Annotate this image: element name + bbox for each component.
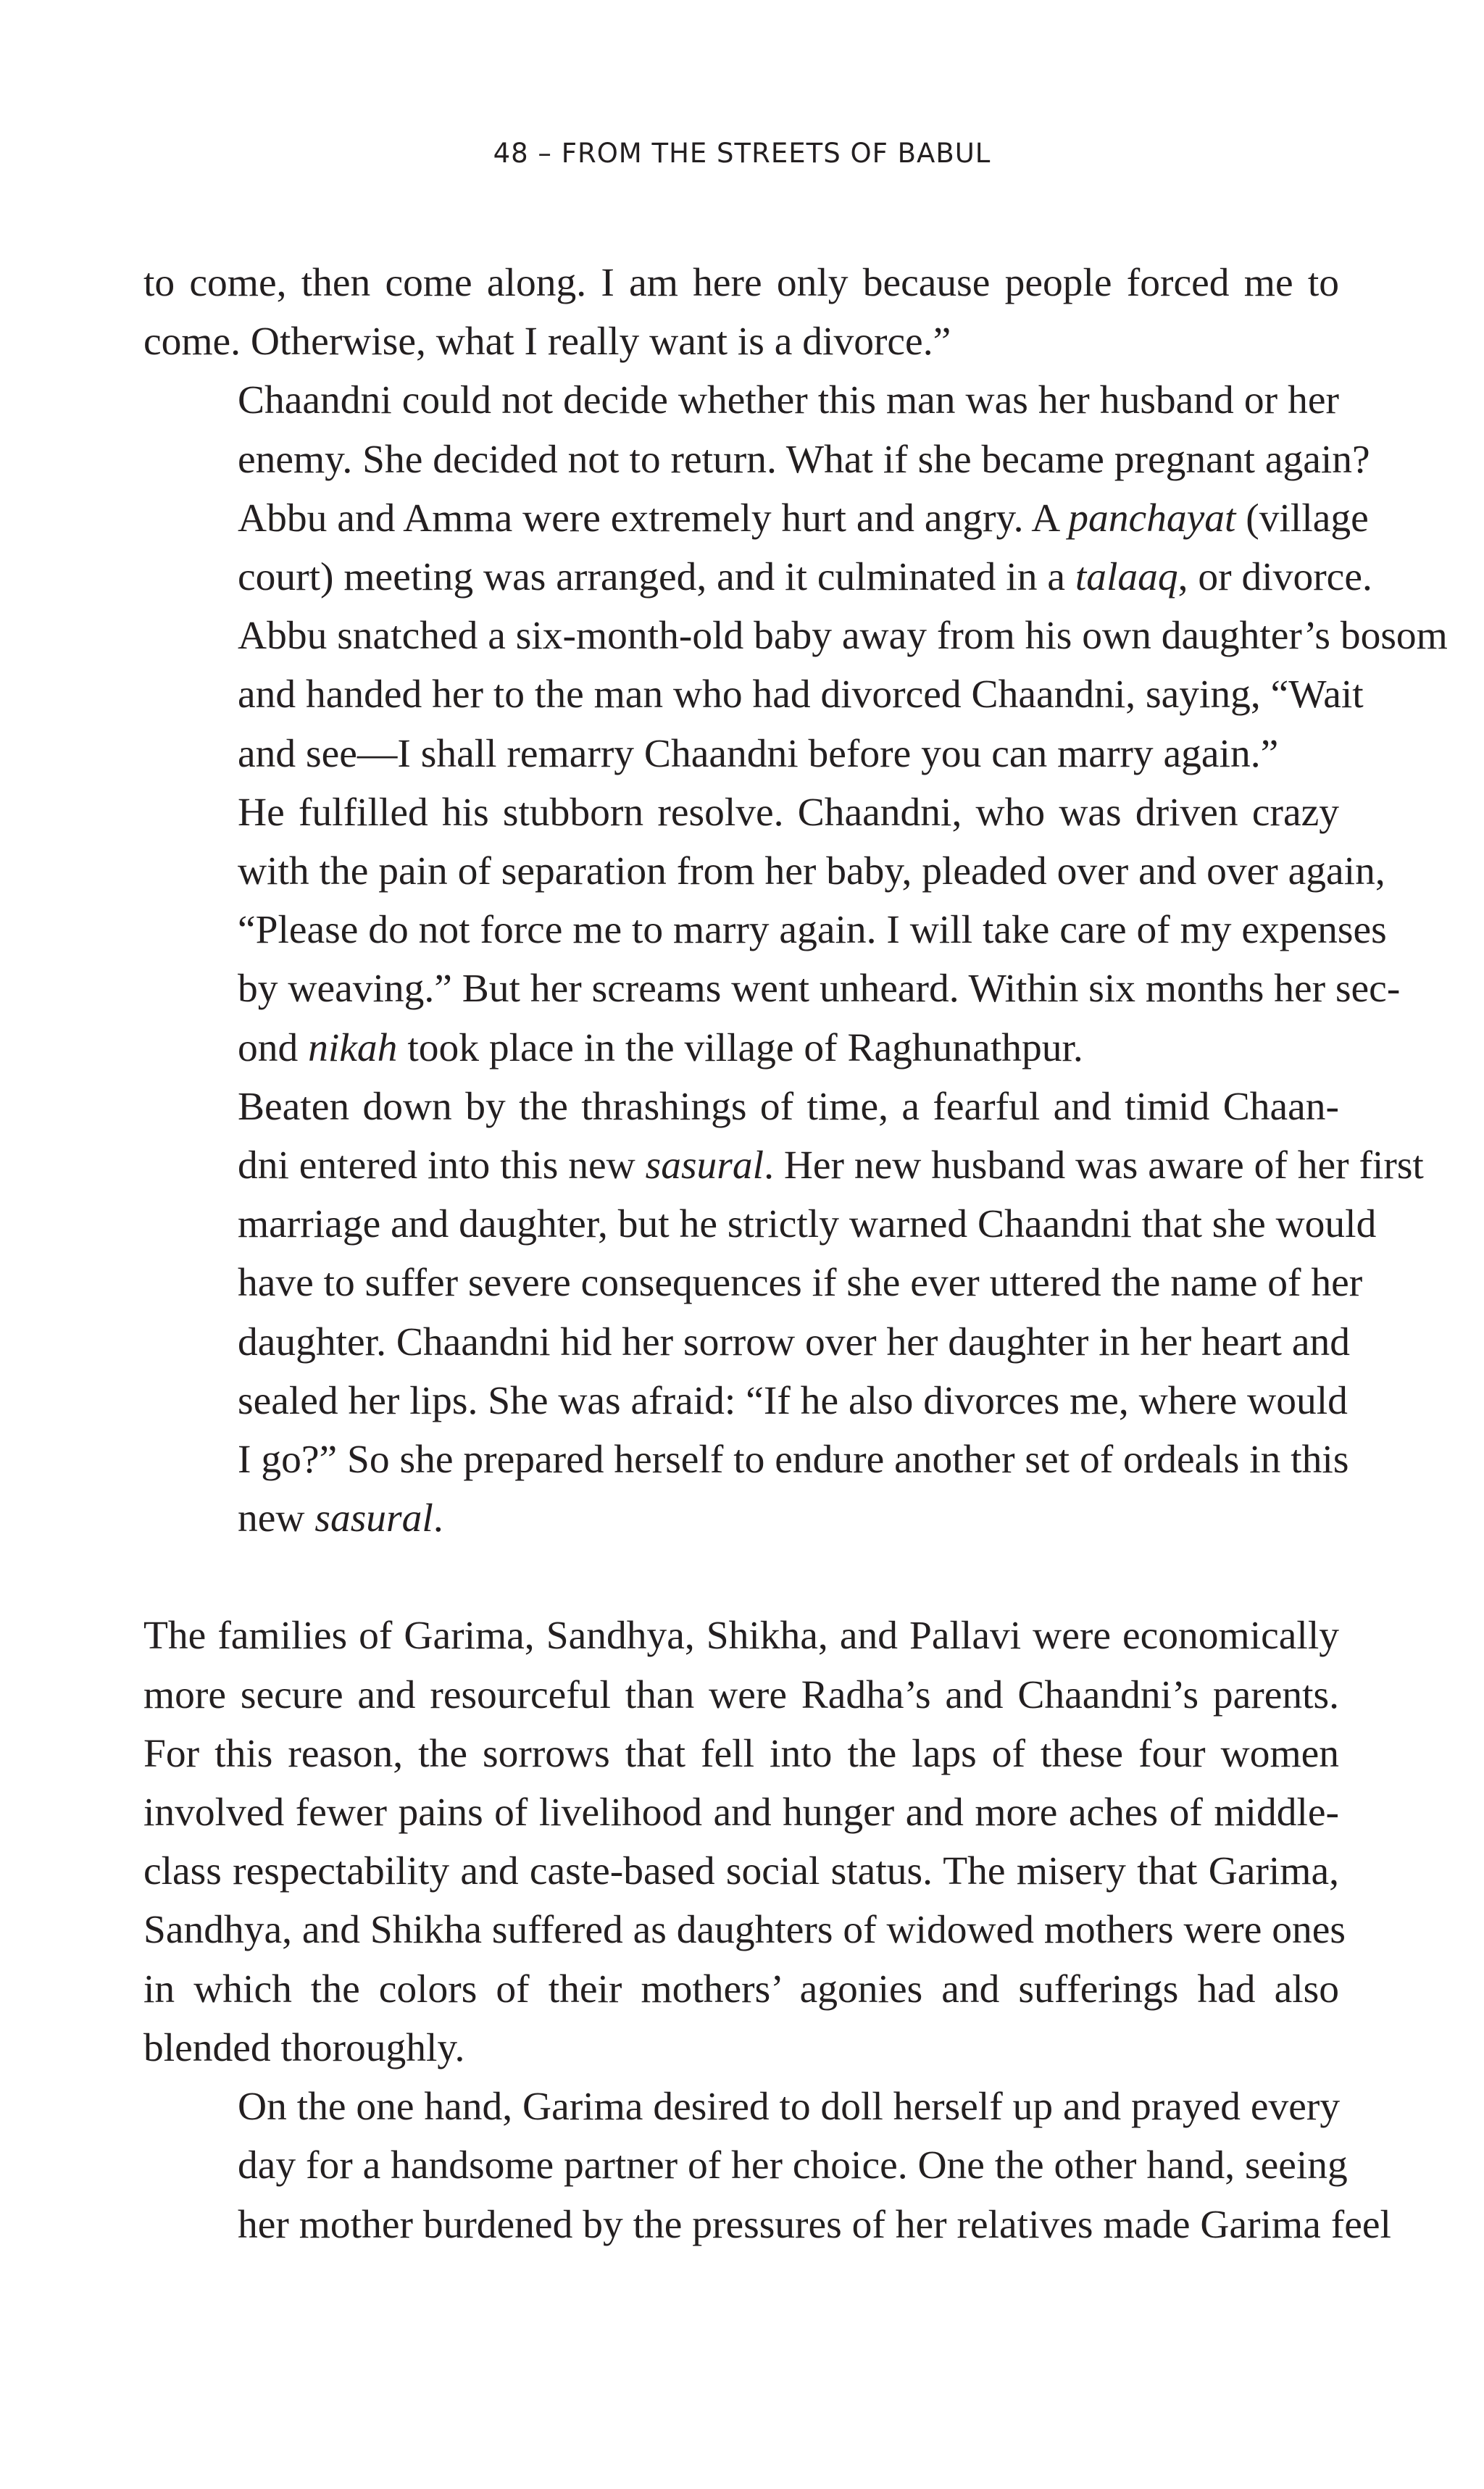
paragraph [143, 783, 1401, 1077]
text-line: come. Otherwise, what I really want is a divorce.” [143, 320, 951, 364]
text-line: For this reason, the sorrows that fell into the laps of these four women [143, 1731, 1339, 1776]
text-line: Sandhya, and Shikha suffered as daughters of widowed mothers were ones [143, 1908, 1346, 1953]
text-line: more secure and resourceful than were Radha’s and Chaandni’s parents. [143, 1672, 1339, 1717]
text-line: Abbu snatched a six-month-old baby away from his own daughter’s bosom [238, 614, 1448, 659]
text-line: dni entered into this new sasural. Her new husband was aware of her first [238, 1143, 1424, 1188]
text-line: enemy. She decided not to return. What if she became pregnant again? [238, 437, 1370, 482]
paragraph [143, 489, 1448, 783]
text-line: and see—I shall remarry Chaandni before you can marry again.” [238, 731, 1279, 776]
text-line: marriage and daughter, but he strictly warned Chaandni that she would [238, 1202, 1377, 1247]
text-line: blended thoroughly. [143, 2025, 465, 2070]
text-line: sealed her lips. She was afraid: “If he also divorces me, where would [238, 1378, 1348, 1423]
text-line: daughter. Chaandni hid her sorrow over her daughter in her heart and [238, 1319, 1350, 1364]
text-line: On the one hand, Garima desired to doll herself up and prayed every [238, 2085, 1341, 2130]
paragraph [143, 2077, 1391, 2254]
paragraph [143, 254, 1339, 371]
text-line: ond nikah took place in the village of Raghunathpur. [238, 1025, 1083, 1070]
running-head: 48 – FROM THE STREETS OF BABUL [493, 138, 991, 169]
paragraph [143, 371, 1370, 488]
text-line: Chaandni could not decide whether this man was her husband or her [238, 378, 1339, 423]
paragraph [143, 1606, 1346, 2077]
text-line: Abbu and Amma were extremely hurt and angry. A panchayat (village [238, 496, 1369, 541]
text-line: Beaten down by the thrashings of time, a fearful and timid Chaan- [238, 1084, 1339, 1129]
text-line: He fulfilled his stubborn resolve. Chaandni, who was driven crazy [238, 790, 1339, 835]
body-text [143, 254, 1448, 2254]
text-line: and handed her to the man who had divorced Chaandni, saying, “Wait [238, 672, 1364, 717]
text-line: have to suffer severe consequences if she ever uttered the name of her [238, 1261, 1363, 1306]
text-line: her mother burdened by the pressures of her relatives made Garima feel [238, 2202, 1391, 2247]
text-line: The families of Garima, Sandhya, Shikha, and Pallavi were economically [143, 1614, 1339, 1659]
text-line: “Please do not force me to marry again. I will take care of my expenses [238, 908, 1387, 953]
text-line: with the pain of separation from her baby, pleaded over and over again, [238, 849, 1385, 894]
text-line: day for a handsome partner of her choice. One the other hand, seeing [238, 2143, 1348, 2188]
text-line: new sasural. [238, 1496, 443, 1541]
text-line: by weaving.” But her screams went unheard. Within six months her sec- [238, 967, 1401, 1012]
text-line: to come, then come along. I am here only because people forced me to [143, 261, 1339, 305]
text-line: in which the colors of their mothers’ agonies and sufferings had also [143, 1967, 1339, 2011]
text-line: involved fewer pains of livelihood and hunger and more aches of middle- [143, 1790, 1339, 1835]
text-line: I go?” So she prepared herself to endure another set of ordeals in this [238, 1438, 1349, 1483]
paragraph [143, 1077, 1424, 1548]
text-line: court) meeting was arranged, and it culminated in a talaaq, or divorce. [238, 555, 1372, 600]
text-line: class respectability and caste-based social status. The misery that Garima, [143, 1849, 1339, 1894]
